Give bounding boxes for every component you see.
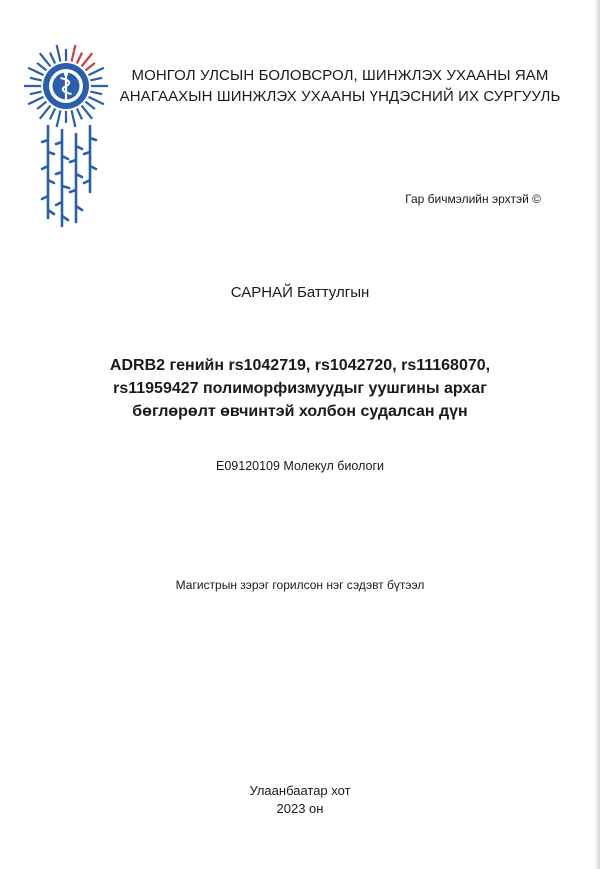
- emblem-ray: [28, 68, 43, 75]
- emblem-ray: [40, 53, 51, 66]
- thesis-title-line-2: rs11959427 полиморфизмуудыг уушгины архаг: [113, 380, 487, 397]
- place-and-year: [0, 782, 600, 818]
- university-emblem-icon: [22, 42, 110, 130]
- thesis-title-line-1: ADRB2 генийн rs1042719, rs1042720, rs11168070,: [109, 357, 491, 374]
- emblem-ray: [40, 106, 51, 119]
- copyright-note: Гар бичмэлийн эрхтэй ©: [405, 192, 541, 206]
- emblem-ray: [82, 106, 93, 119]
- emblem-ray: [86, 63, 95, 70]
- emblem-ray: [57, 45, 61, 62]
- emblem-ray: [37, 63, 46, 70]
- emblem-ray: [77, 109, 82, 120]
- author-name: САРНАЙ Баттулгын: [230, 284, 370, 301]
- degree-statement: Магистрын зэрэг горилсон нэг сэдэвт бүтээл: [175, 578, 425, 592]
- specialty-code: E09120109 Молекул биологи: [216, 459, 384, 473]
- year: 2023 он: [276, 801, 324, 816]
- mongolian-script-name-icon: [36, 122, 106, 230]
- emblem-ray: [50, 53, 55, 64]
- city-name: Улаанбаатар хот: [249, 783, 351, 798]
- emblem-ray: [37, 102, 46, 109]
- emblem-ray: [90, 92, 102, 95]
- emblem-ray: [89, 68, 104, 75]
- university-name: АНАГААХЫН ШИНЖЛЭХ УХААНЫ ҮНДЭСНИЙ ИХ СУРГУУЛЬ: [119, 88, 561, 105]
- emblem-ray: [50, 109, 55, 120]
- institution-header: [110, 65, 570, 107]
- emblem-ray: [90, 78, 102, 81]
- emblem-ray: [86, 102, 95, 109]
- scan-edge-shadow: [594, 0, 600, 869]
- thesis-title-line-3: бөглөрөлт өвчинтэй холбон судалсан дүн: [132, 403, 468, 420]
- emblem-ray: [72, 45, 76, 62]
- emblem-ray: [28, 97, 43, 104]
- emblem-ray: [89, 97, 104, 104]
- emblem-ray: [30, 92, 42, 95]
- emblem-ray: [30, 78, 42, 81]
- ministry-name: МОНГОЛ УЛСЫН БОЛОВСРОЛ, ШИНЖЛЭХ УХААНЫ ЯАМ: [131, 67, 549, 84]
- thesis-title: [60, 354, 540, 423]
